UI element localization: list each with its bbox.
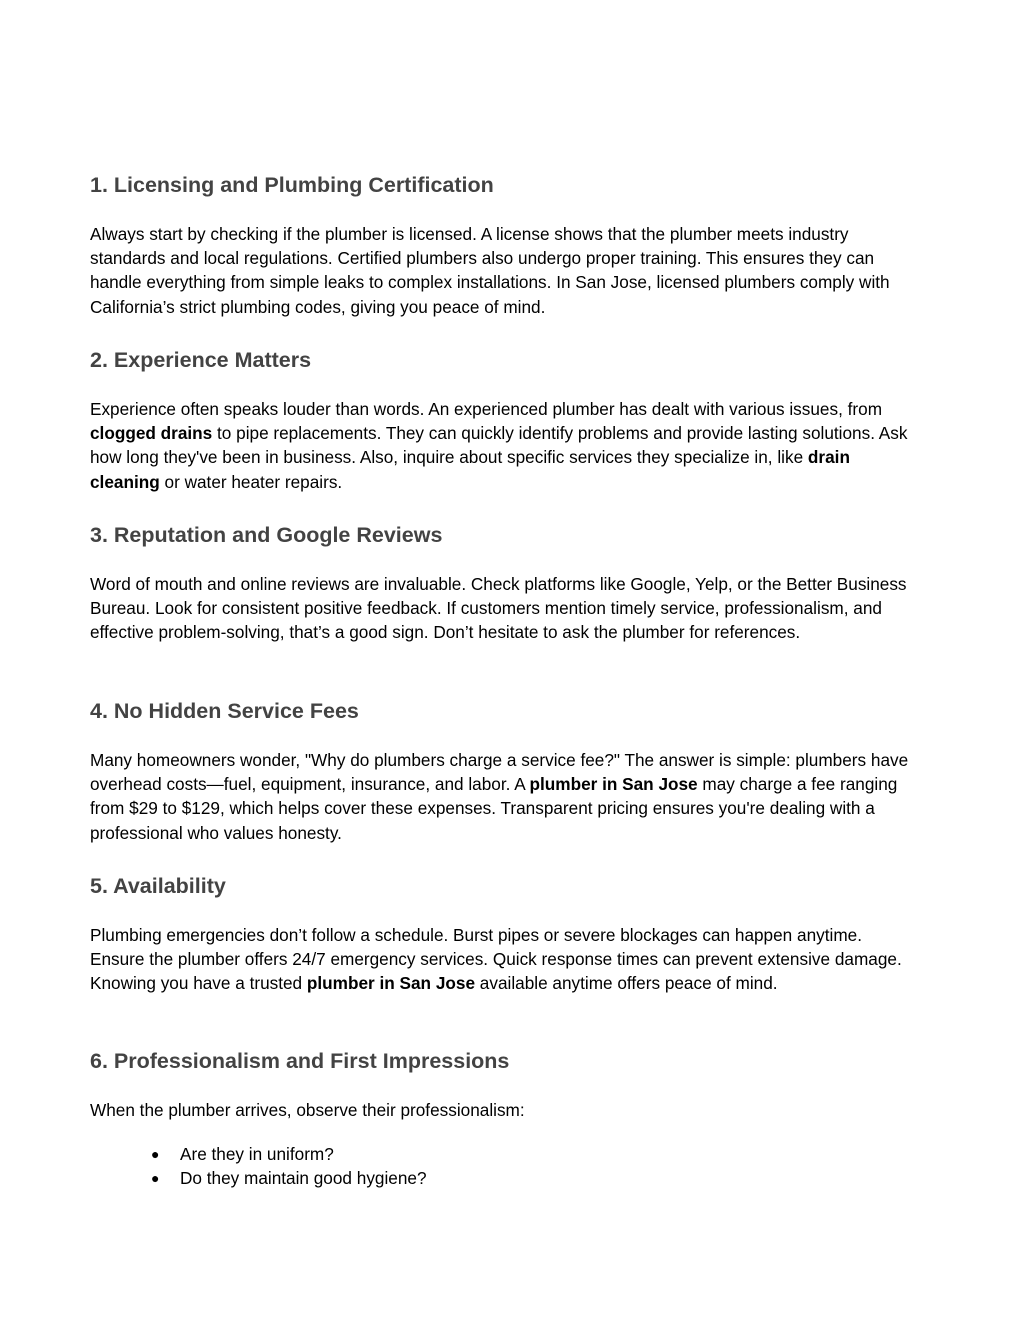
section-5-paragraph	[90, 923, 920, 996]
bold-term-drain-cleaning: drain cleaning	[90, 447, 850, 492]
bullet-icon: ●	[151, 1146, 160, 1162]
section-2-heading: 2. Experience Matters	[90, 348, 312, 372]
bold-term-plumber-in-san-jose: plumber in San Jose	[306, 973, 476, 994]
bullet-icon: ●	[151, 1170, 160, 1187]
section-4-heading: 4. No Hidden Service Fees	[90, 699, 359, 723]
section-1-paragraph	[90, 222, 920, 319]
paragraph-text: Always start by checking if the plumber is licensed. A license shows that the plumber meets industry standards and local regulations. Certified plumbers also undergo proper training. This ensures they can handle everything from simple leaks to complex installations. In San Jose, licensed plumbers comply with California’s strict plumbing codes, giving you peace of mind.	[90, 224, 890, 317]
paragraph-text: Experience often speaks louder than words. An experienced plumber has dealt with various issues, from	[90, 399, 883, 419]
list-item-text: Are they in uniform?	[180, 1144, 334, 1164]
bold-term-plumber-in-san-jose: plumber in San Jose	[529, 774, 698, 795]
paragraph-text: Plumbing emergencies don’t follow a schedule. Burst pipes or severe blockages can happen anytime. Ensure the plumber offers 24/7 emergency services. Quick response times can prevent extensive damage. Knowing you have a trusted	[90, 925, 902, 994]
section-4-paragraph	[90, 748, 920, 845]
section-5-heading: 5. Availability	[90, 874, 226, 898]
section-6-paragraph	[90, 1098, 920, 1122]
list-item-text: Do they maintain good hygiene?	[180, 1168, 427, 1189]
section-6-heading: 6. Professionalism and First Impressions	[90, 1049, 510, 1073]
section-3-paragraph	[90, 572, 920, 645]
bold-term-clogged-drains: clogged drains	[90, 423, 213, 444]
paragraph-text: When the plumber arrives, observe their professionalism:	[90, 1100, 525, 1120]
paragraph-text: may charge a fee ranging from $29 to $129, which helps cover these expenses. Transparent pricing ensures you're dealing with a professional who values honesty.	[90, 774, 898, 843]
paragraph-text: Many homeowners wonder, "Why do plumbers charge a service fee?" The answer is simple: plumbers have overhead costs—fuel, equipment, insurance, and labor. A	[90, 750, 909, 795]
paragraph-text: available anytime offers peace of mind.	[475, 973, 778, 994]
list-item	[90, 1142, 427, 1166]
paragraph-text: to pipe replacements. They can quickly identify problems and provide lasting solutions. Ask how long they've been in business. Also, inquire about specific services they specialize in, like	[90, 423, 908, 468]
section-2-paragraph	[90, 397, 920, 494]
section-1-heading: 1. Licensing and Plumbing Certification	[90, 173, 494, 197]
paragraph-text: or water heater repairs.	[159, 471, 343, 492]
section-3-heading: 3. Reputation and Google Reviews	[90, 523, 443, 547]
paragraph-text: Word of mouth and online reviews are invaluable. Check platforms like Google, Yelp, or the Better Business Bureau. Look for consistent positive feedback. If customers mention timely service, professionalism, and effective problem-solving, that’s a good sign. Don’t hesitate to ask the plumber for references.	[90, 574, 907, 643]
list-item	[90, 1166, 427, 1190]
bullet-list	[90, 1142, 427, 1190]
